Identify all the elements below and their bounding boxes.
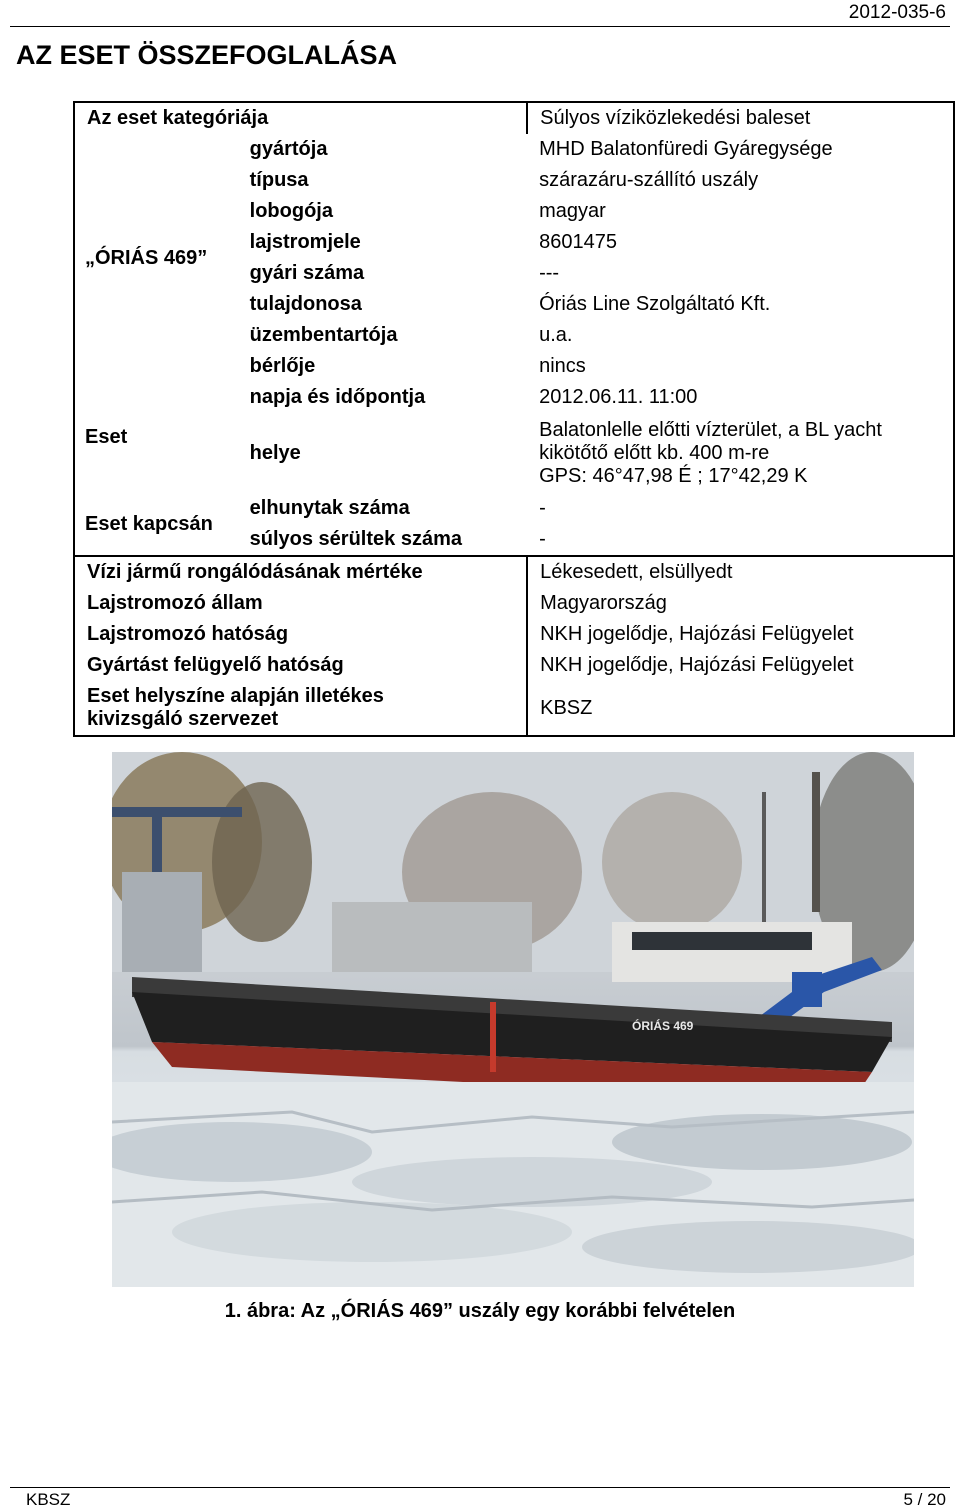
table-row [74, 102, 954, 134]
footer-rule [10, 1487, 950, 1488]
bottom-row-value: Lékesedett, elsüllyedt [527, 556, 954, 588]
figure-caption: 1. ábra: Az „ÓRIÁS 469” uszály egy korábbi felvételen [224, 1300, 736, 1322]
vessel-row-value: szárazáru-szállító uszály [527, 165, 954, 196]
page-number: 5 / 20 [903, 1490, 946, 1509]
related-row-value: - [527, 493, 954, 524]
related-label: Eset kapcsán [74, 493, 250, 556]
table-row [74, 619, 954, 650]
event-location-line: Balatonlelle előtti vízterület, a BL yacht [539, 418, 882, 441]
related-row-label: elhunytak száma [249, 497, 410, 519]
barge-photo [112, 752, 914, 1287]
vessel-row-value: magyar [527, 196, 954, 227]
table-row [74, 681, 954, 736]
case-summary-table [73, 101, 955, 737]
vessel-row-label: tulajdonosa [249, 293, 362, 315]
bottom-row-label: Vízi jármű rongálódásának mértéke [74, 556, 527, 588]
category-value: Súlyos víziközlekedési baleset [527, 102, 954, 134]
related-row-value: - [527, 524, 954, 556]
category-label: Az eset kategóriája [74, 102, 527, 134]
footer-organization: KBSZ [26, 1490, 71, 1509]
bottom-row-label [74, 681, 527, 736]
event-location-line: kikötőtő előtt kb. 400 m-re [539, 441, 770, 464]
event-row-label: napja és időpontja [249, 386, 426, 408]
table-row [74, 134, 954, 165]
event-location-line: GPS: 46°47,98 É ; 17°42,29 K [539, 464, 808, 487]
table-row [74, 556, 954, 588]
event-row-value: 2012.06.11. 11:00 [527, 382, 954, 413]
table-row [74, 588, 954, 619]
header-rule [10, 26, 950, 27]
vessel-row-value: --- [527, 258, 954, 289]
bottom-row-label: Gyártást felügyelő hatóság [74, 650, 527, 681]
vessel-row-value: nincs [527, 351, 954, 382]
table-row [74, 382, 954, 413]
vessel-row-value: MHD Balatonfüredi Gyáregysége [527, 134, 954, 165]
vessel-row-label: gyári száma [249, 262, 365, 284]
table-row [74, 493, 954, 524]
barge-photo-drawing [112, 752, 914, 1287]
vessel-name-label: „ÓRIÁS 469” [74, 134, 250, 382]
vessel-row-label: gyártója [249, 138, 328, 160]
event-location-value [527, 413, 954, 493]
bottom-row-label: Lajstromozó hatóság [74, 619, 527, 650]
bottom-row-label-line: Eset helyszíne alapján illetékes [87, 685, 384, 707]
vessel-row-value: 8601475 [527, 227, 954, 258]
table-row [74, 650, 954, 681]
vessel-row-label: típusa [249, 169, 309, 191]
vessel-row-value: Óriás Line Szolgáltató Kft. [527, 289, 954, 320]
event-label: Eset [74, 382, 250, 493]
bottom-row-label-line: kivizsgáló szervezet [87, 708, 279, 730]
bottom-row-value: Magyarország [527, 588, 954, 619]
hull-marking: ÓRIÁS 469 [632, 1019, 694, 1033]
event-row-label: helye [249, 441, 301, 464]
vessel-row-label: üzembentartója [249, 324, 398, 346]
bottom-row-value: NKH jogelődje, Hajózási Felügyelet [527, 619, 954, 650]
vessel-row-label: lobogója [249, 200, 333, 222]
bottom-row-value: NKH jogelődje, Hajózási Felügyelet [527, 650, 954, 681]
vessel-row-value: u.a. [527, 320, 954, 351]
document-number: 2012-035-6 [848, 2, 946, 23]
page-title: AZ ESET ÖSSZEFOGLALÁSA [16, 40, 398, 70]
vessel-row-label: bérlője [249, 355, 316, 377]
bottom-row-label: Lajstromozó állam [74, 588, 527, 619]
related-row-label: súlyos sérültek száma [250, 524, 527, 556]
vessel-row-label: lajstromjele [249, 231, 361, 253]
bottom-row-value: KBSZ [527, 681, 954, 736]
